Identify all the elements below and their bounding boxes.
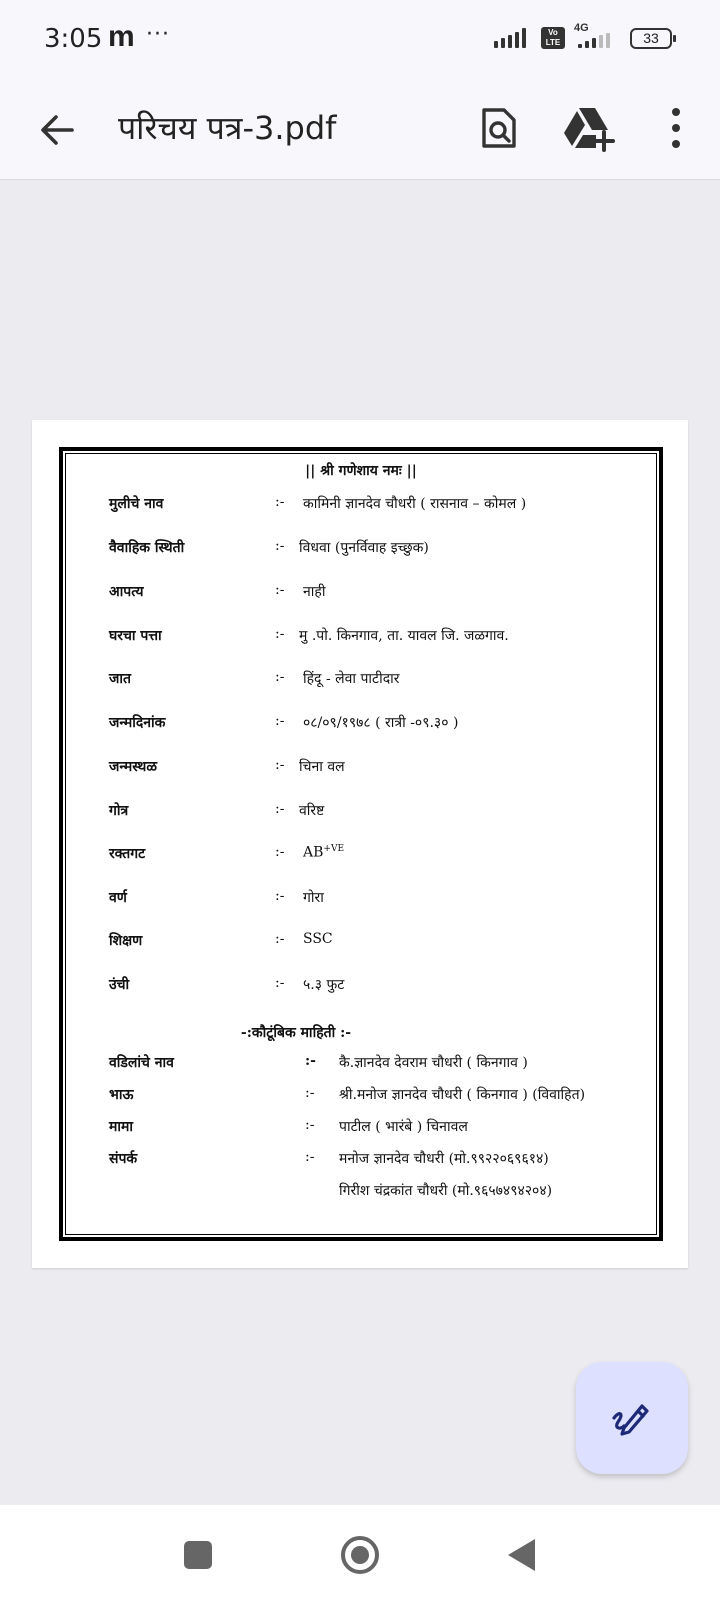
battery-icon	[630, 28, 672, 49]
family-value: कै.ज्ञानदेव देवराम चौधरी ( किनगाव )	[339, 1055, 528, 1071]
field-value: ०८/०९/१९७८ ( रात्री -०९.३० )	[303, 715, 459, 731]
field-separator: :-	[275, 494, 285, 510]
field-label: गोत्र	[109, 803, 129, 819]
family-label: संपर्क	[109, 1151, 138, 1167]
more-options-button[interactable]	[658, 102, 694, 154]
field-row	[109, 494, 649, 522]
field-label: जन्मस्थळ	[109, 759, 157, 775]
family-separator: :-	[305, 1085, 315, 1101]
field-row	[109, 626, 649, 654]
search-in-document-button[interactable]	[472, 102, 524, 154]
add-to-drive-icon	[560, 102, 620, 154]
status-bar	[0, 0, 720, 80]
field-label: उंची	[109, 977, 130, 993]
field-label: रक्तगट	[109, 846, 146, 862]
field-value: SSC	[303, 931, 333, 947]
field-label: वैवाहिक स्थिती	[109, 540, 185, 556]
field-label: जात	[109, 671, 131, 687]
field-separator: :-	[275, 975, 285, 991]
field-value: वरिष्ट	[299, 803, 325, 819]
field-separator: :-	[275, 626, 285, 642]
field-row	[109, 844, 649, 872]
add-to-drive-button[interactable]	[560, 102, 620, 154]
field-separator: :-	[275, 582, 285, 598]
field-value: नाही	[303, 584, 326, 600]
field-value: कामिनी ज्ञानदेव चौधरी ( रासनाव – कोमल )	[303, 496, 527, 512]
field-value: ५.३ फुट	[303, 977, 345, 993]
field-row	[109, 975, 649, 1003]
field-row	[109, 931, 649, 959]
family-value: पाटील ( भारंबे ) चिनावल	[339, 1119, 468, 1135]
more-vert-icon	[658, 102, 694, 154]
field-label: आपत्य	[109, 584, 144, 600]
field-separator: :-	[275, 757, 285, 773]
edit-fab-button[interactable]	[576, 1362, 688, 1474]
field-value: चिना वल	[299, 759, 345, 775]
field-value: गोरा	[303, 890, 324, 906]
field-row	[109, 888, 649, 916]
recent-apps-icon[interactable]	[184, 1541, 212, 1569]
family-row	[109, 1149, 649, 1175]
field-separator: :-	[275, 844, 285, 860]
signal-strength-icon	[494, 26, 526, 48]
field-separator: :-	[275, 713, 285, 729]
field-separator: :-	[275, 538, 285, 554]
app-bar	[0, 80, 720, 180]
back-icon[interactable]	[508, 1539, 535, 1571]
pdf-page[interactable]	[32, 420, 688, 1268]
network-type-label: 4G	[574, 22, 589, 34]
family-separator: :-	[305, 1053, 316, 1069]
document-border-frame	[59, 447, 663, 1241]
family-separator: :-	[305, 1117, 315, 1133]
blood-group-rh: +VE	[323, 844, 345, 854]
signal-strength-sim2-icon	[578, 33, 610, 48]
more-notifications-icon: ···	[146, 22, 170, 47]
family-row	[109, 1117, 649, 1143]
field-row	[109, 801, 649, 829]
back-arrow-icon	[30, 102, 86, 158]
field-value	[303, 844, 344, 861]
document-title: परिचय पत्र-3.pdf	[118, 109, 337, 147]
home-icon[interactable]	[341, 1536, 379, 1574]
field-separator: :-	[275, 888, 285, 904]
family-value: मनोज ज्ञानदेव चौधरी (मो.९९२२०६९६१४)	[339, 1151, 549, 1167]
field-row	[109, 757, 649, 785]
field-separator: :-	[275, 931, 285, 947]
field-label: जन्मदिनांक	[109, 715, 166, 731]
system-nav-bar	[0, 1505, 720, 1600]
blood-group-value: AB	[303, 844, 324, 861]
field-value: हिंदू - लेवा पाटीदार	[303, 671, 400, 687]
field-value: विधवा (पुनर्विवाह इच्छुक)	[299, 540, 429, 556]
field-row	[109, 582, 649, 610]
field-row	[109, 713, 649, 741]
family-value: गिरीश चंद्रकांत चौधरी (मो.९६५७४९४२०४)	[339, 1183, 553, 1199]
field-label: घरचा पत्ता	[109, 628, 162, 644]
status-time: 3:05	[44, 24, 103, 54]
field-label: मुलीचे नाव	[109, 496, 164, 512]
field-value: मु .पो. किनगाव, ता. यावल जि. जळगाव.	[299, 628, 509, 644]
family-separator: :-	[305, 1149, 315, 1165]
family-label: भाऊ	[109, 1087, 134, 1103]
search-document-icon	[472, 102, 524, 154]
back-button[interactable]	[30, 102, 86, 158]
family-row	[109, 1181, 649, 1207]
family-row	[109, 1053, 649, 1079]
field-separator: :-	[275, 801, 285, 817]
volte-icon: Vo LTE	[541, 27, 565, 49]
family-label: वडिलांचे नाव	[109, 1055, 174, 1071]
field-label: वर्ण	[109, 890, 127, 906]
battery-level: 33	[643, 30, 659, 46]
field-row	[109, 538, 649, 566]
edit-pen-icon	[610, 1396, 654, 1440]
document-invocation: || श्री गणेशाय नमः ||	[305, 463, 417, 479]
family-info-heading: -:कौटूंबिक माहिती :-	[240, 1025, 352, 1041]
field-label: शिक्षण	[109, 933, 143, 949]
family-label: मामा	[109, 1119, 133, 1135]
field-separator: :-	[275, 669, 285, 685]
family-value: श्री.मनोज ज्ञानदेव चौधरी ( किनगाव ) (विवाहित)	[339, 1087, 586, 1103]
field-row	[109, 669, 649, 697]
notification-m-icon: m	[108, 20, 135, 53]
family-row	[109, 1085, 649, 1111]
